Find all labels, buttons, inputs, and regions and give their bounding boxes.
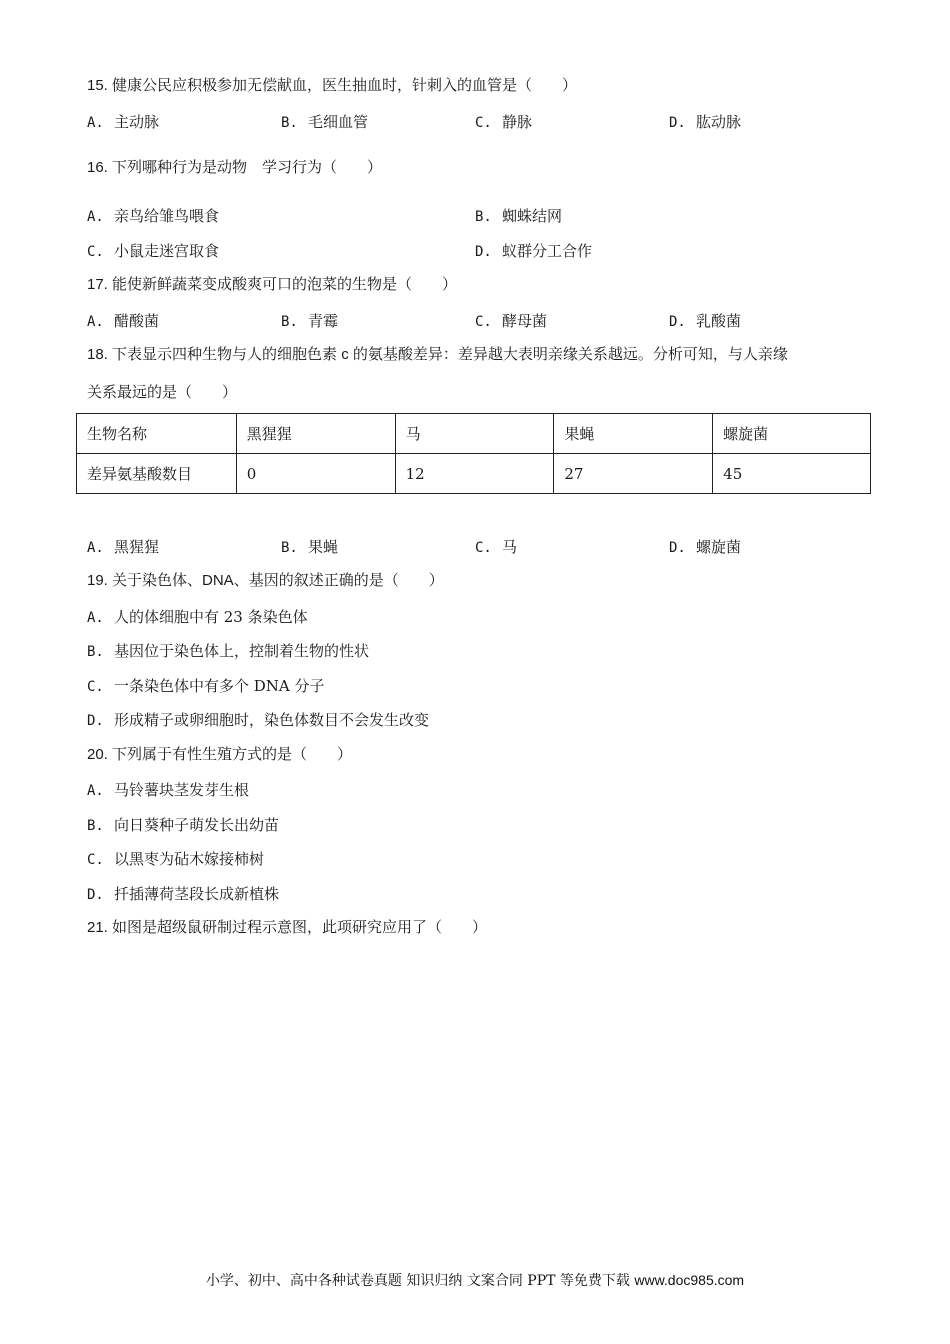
q19-option-c: C. 一条染色体中有多个 DNA 分子 bbox=[87, 677, 325, 695]
question-18-stem: 18. 下表显示四种生物与人的细胞色素 c 的氨基酸差异：差异越大表明亲缘关系越远。分析可知，与人亲缘 bbox=[87, 346, 788, 363]
q16-option-c: C. 小鼠走迷宫取食 bbox=[87, 242, 220, 260]
question-16-stem: 16. 下列哪种行为是动物 学习行为（ ） bbox=[87, 159, 383, 176]
q19-option-b: B. 基因位于染色体上，控制着生物的性状 bbox=[87, 642, 370, 660]
q17-option-a: A. 醋酸菌 bbox=[87, 312, 160, 330]
question-18-stem-continued: 关系最远的是（ ） bbox=[87, 383, 238, 401]
table-cell: 黑猩猩 bbox=[236, 414, 395, 454]
q19-option-a: A. 人的体细胞中有 23 条染色体 bbox=[87, 608, 308, 626]
page-footer bbox=[0, 1270, 950, 1290]
table-cell: 螺旋菌 bbox=[713, 414, 871, 454]
table-cell: 27 bbox=[554, 454, 713, 494]
q15-option-d: D. 肱动脉 bbox=[669, 113, 742, 131]
q17-option-d: D. 乳酸菌 bbox=[669, 312, 742, 330]
table-cell: 生物名称 bbox=[77, 414, 237, 454]
question-21-stem: 21. 如图是超级鼠研制过程示意图，此项研究应用了（ ） bbox=[87, 919, 488, 936]
footer-link[interactable]: www.doc985.com bbox=[634, 1272, 745, 1288]
table-cell: 0 bbox=[236, 454, 395, 494]
q18-option-d: D. 螺旋菌 bbox=[669, 538, 742, 556]
question-20-stem: 20. 下列属于有性生殖方式的是（ ） bbox=[87, 746, 353, 763]
footer-text: 小学、初中、高中各种试卷真题 知识归纳 文案合同 PPT 等免费下载 bbox=[205, 1273, 630, 1289]
q20-option-a: A. 马铃薯块茎发芽生根 bbox=[87, 781, 250, 799]
question-17-stem: 17. 能使新鲜蔬菜变成酸爽可口的泡菜的生物是（ ） bbox=[87, 276, 458, 293]
table-cell: 差异氨基酸数目 bbox=[77, 454, 237, 494]
q17-option-b: B. 青霉 bbox=[281, 312, 339, 330]
amino-acid-difference-table bbox=[76, 413, 871, 494]
table-header-row bbox=[77, 414, 871, 454]
q16-option-d: D. 蚁群分工合作 bbox=[475, 242, 593, 260]
q20-option-d: D. 扦插薄荷茎段长成新植株 bbox=[87, 885, 280, 903]
q18-option-a: A. 黑猩猩 bbox=[87, 538, 160, 556]
question-19-stem: 19. 关于染色体、DNA、基因的叙述正确的是（ ） bbox=[87, 572, 444, 589]
q18-option-b: B. 果蝇 bbox=[281, 538, 339, 556]
table-cell: 马 bbox=[395, 414, 554, 454]
table-row bbox=[77, 454, 871, 494]
table-cell: 12 bbox=[395, 454, 554, 494]
q16-option-a: A. 亲鸟给雏鸟喂食 bbox=[87, 207, 220, 225]
table-cell: 45 bbox=[713, 454, 871, 494]
q18-option-c: C. 马 bbox=[475, 538, 518, 556]
q15-option-c: C. 静脉 bbox=[475, 113, 533, 131]
question-15-stem: 15. 健康公民应积极参加无偿献血，医生抽血时，针刺入的血管是（ ） bbox=[87, 77, 578, 94]
q17-option-c: C. 酵母菌 bbox=[475, 312, 548, 330]
q15-option-a: A. 主动脉 bbox=[87, 113, 160, 131]
table-cell: 果蝇 bbox=[554, 414, 713, 454]
q16-option-b: B. 蜘蛛结网 bbox=[475, 207, 563, 225]
q20-option-c: C. 以黑枣为砧木嫁接柿树 bbox=[87, 850, 265, 868]
q15-option-b: B. 毛细血管 bbox=[281, 113, 369, 131]
q19-option-d: D. 形成精子或卵细胞时，染色体数目不会发生改变 bbox=[87, 711, 430, 729]
q20-option-b: B. 向日葵种子萌发长出幼苗 bbox=[87, 816, 280, 834]
